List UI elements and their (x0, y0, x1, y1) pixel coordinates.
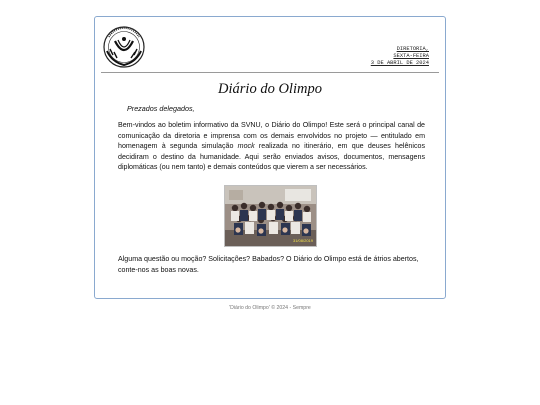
seal-emblem-icon (102, 25, 146, 69)
page-footer: 'Diário do Olimpo' © 2024 - Sempre (229, 305, 311, 311)
dateline-line-1[interactable]: DIRETORIA, (396, 46, 429, 52)
intro-paragraph (118, 120, 425, 173)
dateline-line-3[interactable]: 3 DE ABRIL DE 2024 (370, 60, 429, 66)
intro-text-post: realizada no itinerário, em que deuses helênicos decidiram o destino da humanidade. Aqui serão enviados avisos, documentos, mensagens diplomáticas (ou nem tanto) e demais conteúdos que vierem a ser necessários. (118, 142, 425, 171)
header-divider (101, 72, 439, 73)
newsletter-header (95, 17, 445, 73)
closing-paragraph: Alguma questão ou moção? Solicitações? Babados? O Diário do Olimpo está de átrios abertos, conte-nos as boas novas. (118, 255, 419, 274)
intro-text-pre: Bem-vindos ao boletim informativo da SVNU, o Diário do Olimpo! Este será o principal canal de comunicação da diretoria e imprensa com os demais envolvidos no projeto — entitulado em homenagem à segunda simulação (118, 121, 425, 150)
dateline (371, 46, 429, 67)
group-photo (224, 185, 317, 247)
greeting: Prezados delegados, (127, 104, 195, 113)
newsletter-card (94, 16, 446, 299)
dateline-line-2[interactable]: SEXTA-FEIRA (393, 53, 429, 59)
intro-text-emphasis: mock (237, 142, 255, 150)
newsletter-title: Diário do Olimpo (218, 81, 322, 97)
photo-date-stamp: 31/08/2019 (292, 238, 313, 243)
